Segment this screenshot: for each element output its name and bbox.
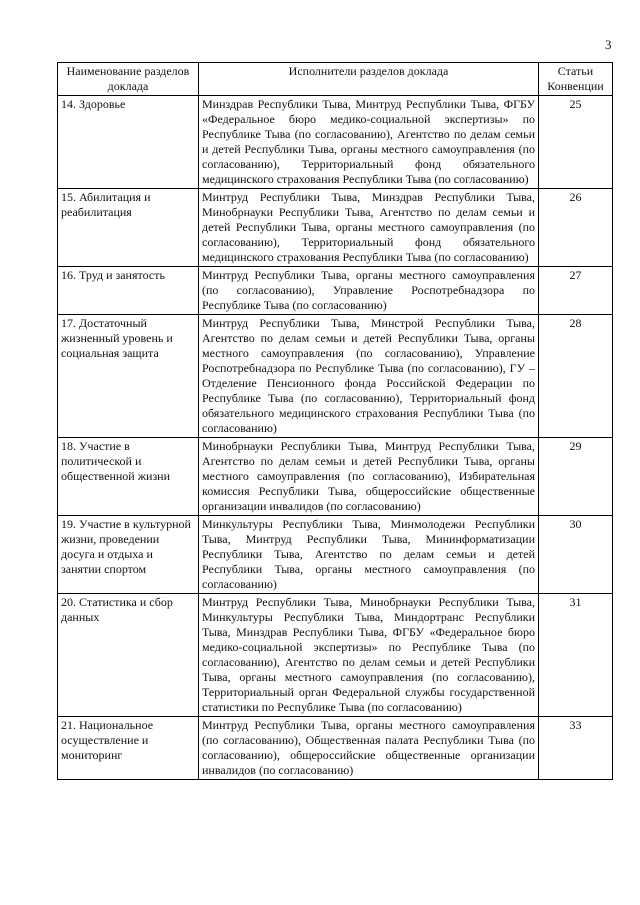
table-header [58,63,613,96]
table-row [58,96,613,189]
article-cell: 28 [539,315,613,438]
section-name-cell: 16. Труд и занятость [58,267,199,315]
section-name-cell: 19. Участие в культурной жизни, проведении досуга и отдыха и занятии спортом [58,516,199,594]
table-row [58,315,613,438]
executors-cell: Минтруд Республики Тыва, Минстрой Республики Тыва, Агентство по делам семьи и детей Республики Тыва, органы местного самоуправления (по согласованию), Управление Роспотребнадзора по Республике Тыва (по согласованию), ГУ – Отделение Пенсионного фонда Российской Федерации по Республике Тыва (по согласованию), Территориальный фонд обязательного медицинского страхования Республики Тыва (по согласованию) [199,315,539,438]
report-sections-table [57,62,613,780]
section-name-cell: 14. Здоровье [58,96,199,189]
executors-cell: Минтруд Республики Тыва, Минздрав Республики Тыва, Минобрнауки Республики Тыва, Агентство по делам семьи и детей Республики Тыва, органы местного самоуправления (по согласованию), Территориальный фонд обязательного медицинского страхования Республики Тыва (по согласованию) [199,189,539,267]
section-name-cell: 15. Абилитация и реабилитация [58,189,199,267]
executors-cell: Минтруд Республики Тыва, органы местного самоуправления (по согласованию), Общественная палата Республики Тыва (по согласованию), общероссийские общественные организации инвалидов (по согласованию) [199,717,539,780]
header-articles: Статьи Конвенции [539,63,613,96]
table-row [58,438,613,516]
executors-cell: Минздрав Республики Тыва, Минтруд Республики Тыва, ФГБУ «Федеральное бюро медико-социальной экспертизы» по Республике Тыва (по согласованию), Агентство по делам семьи и детей Республики Тыва, органы местного самоуправления (по согласованию), Территориальный фонд обязательного медицинского страхования Республики Тыва (по согласованию) [199,96,539,189]
article-cell: 31 [539,594,613,717]
article-cell: 30 [539,516,613,594]
table-row [58,516,613,594]
section-name-cell: 21. Национальное осуществление и мониторинг [58,717,199,780]
table-row [58,594,613,717]
header-executors: Исполнители разделов доклада [199,63,539,96]
article-cell: 33 [539,717,613,780]
table-header-row [58,63,613,96]
article-cell: 26 [539,189,613,267]
page-number: 3 [605,37,612,52]
executors-cell: Минобрнауки Республики Тыва, Минтруд Республики Тыва, Агентство по делам семьи и детей Республики Тыва, органы местного самоуправления (по согласованию), Избирательная комиссия Республики Тыва, общероссийские общественные организации инвалидов (по согласованию) [199,438,539,516]
table-row [58,717,613,780]
article-cell: 29 [539,438,613,516]
executors-cell: Минтруд Республики Тыва, органы местного самоуправления (по согласованию), Управление Роспотребнадзора по Республике Тыва (по согласованию) [199,267,539,315]
section-name-cell: 20. Статистика и сбор данных [58,594,199,717]
table-row [58,189,613,267]
article-cell: 27 [539,267,613,315]
table-row [58,267,613,315]
article-cell: 25 [539,96,613,189]
executors-cell: Минтруд Республики Тыва, Минобрнауки Республики Тыва, Минкультуры Республики Тыва, Миндортранс Республики Тыва, Минздрав Республики Тыва, ФГБУ «Федеральное бюро медико-социальной экспертизы» по Республике Тыва (по согласованию), Агентство по делам семьи и детей Республики Тыва, органы местного самоуправления (по согласованию), Территориальный орган Федеральной службы государственной статистики по Республике Тыва (по согласованию) [199,594,539,717]
header-section-name: Наименование разделов доклада [58,63,199,96]
section-name-cell: 18. Участие в политической и общественной жизни [58,438,199,516]
executors-cell: Минкультуры Республики Тыва, Минмолодежи Республики Тыва, Минтруд Республики Тыва, Мининформатизации Республики Тыва, Агентство по делам семьи и детей Республики Тыва, органы местного самоуправления (по согласованию) [199,516,539,594]
table-body [58,96,613,780]
section-name-cell: 17. Достаточный жизненный уровень и социальная защита [58,315,199,438]
